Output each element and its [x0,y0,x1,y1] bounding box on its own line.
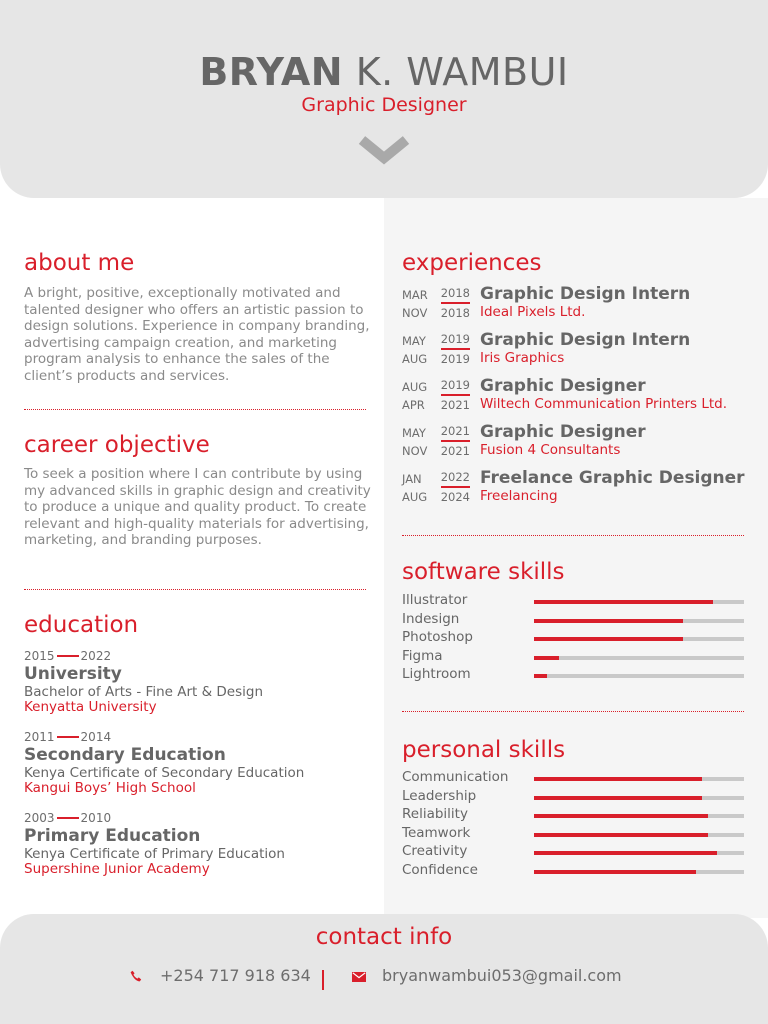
experience-item [402,422,752,462]
start-month: JAN [402,472,422,486]
skill-bar-track [534,600,744,604]
company: Wiltech Communication Printers Ltd. [480,396,728,412]
education-years [24,730,364,744]
degree: University [24,664,122,684]
start-year: 2003 [24,811,55,825]
start-year: 2015 [24,649,55,663]
skill-bar-fill [534,814,708,818]
phone-number[interactable]: +254 717 918 634 [160,966,311,985]
skill-bar-track [534,674,744,678]
education-item [24,730,364,796]
qualification: Bachelor of Arts - Fine Art & Design [24,684,264,700]
start-year: 2022 [441,470,470,488]
skill-bar-fill [534,619,683,623]
skill-bar-track [534,833,744,837]
start-year: 2019 [441,378,470,396]
end-year: 2019 [440,352,470,366]
dash [57,655,79,657]
software-skills-title: software skills [402,559,565,585]
start-year: 2019 [441,332,470,350]
experience-dates [402,470,470,506]
company: Ideal Pixels Ltd. [480,304,586,320]
experience-dates [402,424,470,460]
about-text: A bright, positive, exceptionally motivated and talented designer who offers an artistic passion to design solutions. Experience in company branding, advertising campaign creation, and marketing program analysis to enhance the sales of the client’s products and services. [24,285,370,384]
skill-name: Reliability [402,806,468,823]
career-text: To seek a position where I can contribute by using my advanced skills in graphic design and creativity to produce a unique and quality product. To create relevant and high-quality materials for advertising, marketing, and branding purposes. [24,466,371,548]
company: Freelancing [480,488,558,504]
start-month: MAY [402,426,426,440]
skill-bar-track [534,656,744,660]
skill-name: Communication [402,769,509,785]
skill-row [402,648,744,666]
end-month: AUG [402,490,428,504]
job-title: Graphic Design Intern [480,284,691,304]
company: Fusion 4 Consultants [480,442,621,458]
institution: Kangui Boys’ High School [24,780,196,796]
degree: Secondary Education [24,745,226,765]
education-years [24,811,364,825]
skill-row [402,611,744,629]
experience-item [402,468,752,508]
institution: Supershine Junior Academy [24,861,210,877]
skill-bar-fill [534,600,713,604]
start-year: 2018 [441,286,470,304]
skill-row [402,806,744,824]
skill-name: Illustrator [402,592,468,608]
job-title: Graphic Designer [480,376,646,396]
separator [322,970,324,990]
phone-icon [130,970,142,982]
degree: Primary Education [24,826,201,846]
start-year: 2011 [24,730,55,744]
skill-name: Confidence [402,862,478,878]
email-address[interactable]: bryanwambui053@gmail.com [382,966,622,985]
skill-bar-track [534,796,744,800]
candidate-name [0,50,768,94]
envelope-icon [352,972,366,982]
skill-row [402,825,744,843]
career-title: career objective [24,432,210,458]
skill-row [402,788,744,806]
end-year: 2010 [80,811,112,825]
skill-bar-fill [534,851,717,855]
skill-row [402,862,744,880]
resume-header [0,0,768,198]
education-years [24,649,364,663]
education-item [24,649,364,715]
qualification: Kenya Certificate of Primary Education [24,846,285,862]
skill-bar-fill [534,870,696,874]
skill-name: Leadership [402,787,477,804]
start-month: MAY [402,334,426,348]
experience-item [402,376,752,416]
skill-name: Lightroom [402,666,471,683]
experience-dates [402,286,470,322]
experience-item [402,284,752,324]
skill-bar-track [534,619,744,623]
dash [57,736,79,738]
education-item [24,811,364,877]
chevron-down-icon [356,132,412,166]
company: Iris Graphics [480,350,565,366]
experience-dates [402,332,470,368]
skill-bar-track [534,870,744,874]
divider [24,589,366,590]
skill-bar-fill [534,656,559,660]
skill-name: Creativity [402,843,468,860]
skill-row [402,666,744,684]
skill-bar-track [534,814,744,818]
end-month: NOV [402,444,428,458]
skill-bar-track [534,637,744,641]
end-year: 2018 [440,306,470,320]
skill-bar-fill [534,833,708,837]
education-title: education [24,612,139,638]
end-year: 2021 [440,398,470,412]
dash [57,817,79,819]
skill-bar-fill [534,637,683,641]
about-title: about me [24,250,135,276]
skill-bar-track [534,777,744,781]
skill-name: Figma [402,647,443,664]
skill-row [402,629,744,647]
end-year: 2022 [80,649,112,663]
job-title: Graphic Design Intern [480,330,691,350]
last-name: K. WAMBUI [355,50,569,94]
contact-footer [0,914,768,1024]
start-month: AUG [402,380,428,394]
end-month: APR [402,398,425,412]
personal-skills-title: personal skills [402,737,566,763]
skill-name: Indesign [402,610,460,627]
contact-title: contact info [315,924,453,950]
end-year: 2021 [440,444,470,458]
skill-name: Photoshop [402,629,473,646]
start-year: 2021 [441,424,470,442]
end-year: 2024 [440,490,470,504]
start-month: MAR [402,288,428,302]
skill-bar-fill [534,674,547,678]
divider [402,535,744,536]
job-role: Graphic Designer [301,94,467,116]
skill-bar-fill [534,777,702,781]
skill-row [402,843,744,861]
first-name: BRYAN [199,50,344,94]
skill-row [402,592,744,610]
institution: Kenyatta University [24,699,157,715]
divider [402,711,744,712]
end-year: 2014 [80,730,112,744]
experience-item [402,330,752,370]
skill-name: Teamwork [402,824,471,841]
skill-bar-fill [534,796,702,800]
job-title: Graphic Designer [480,422,646,442]
skill-row [402,769,744,787]
experiences-title: experiences [402,250,542,276]
divider [24,409,366,410]
skill-bar-track [534,851,744,855]
end-month: NOV [402,306,428,320]
job-title: Freelance Graphic Designer [480,468,745,488]
qualification: Kenya Certificate of Secondary Education [24,765,305,781]
end-month: AUG [402,352,428,366]
experience-dates [402,378,470,414]
